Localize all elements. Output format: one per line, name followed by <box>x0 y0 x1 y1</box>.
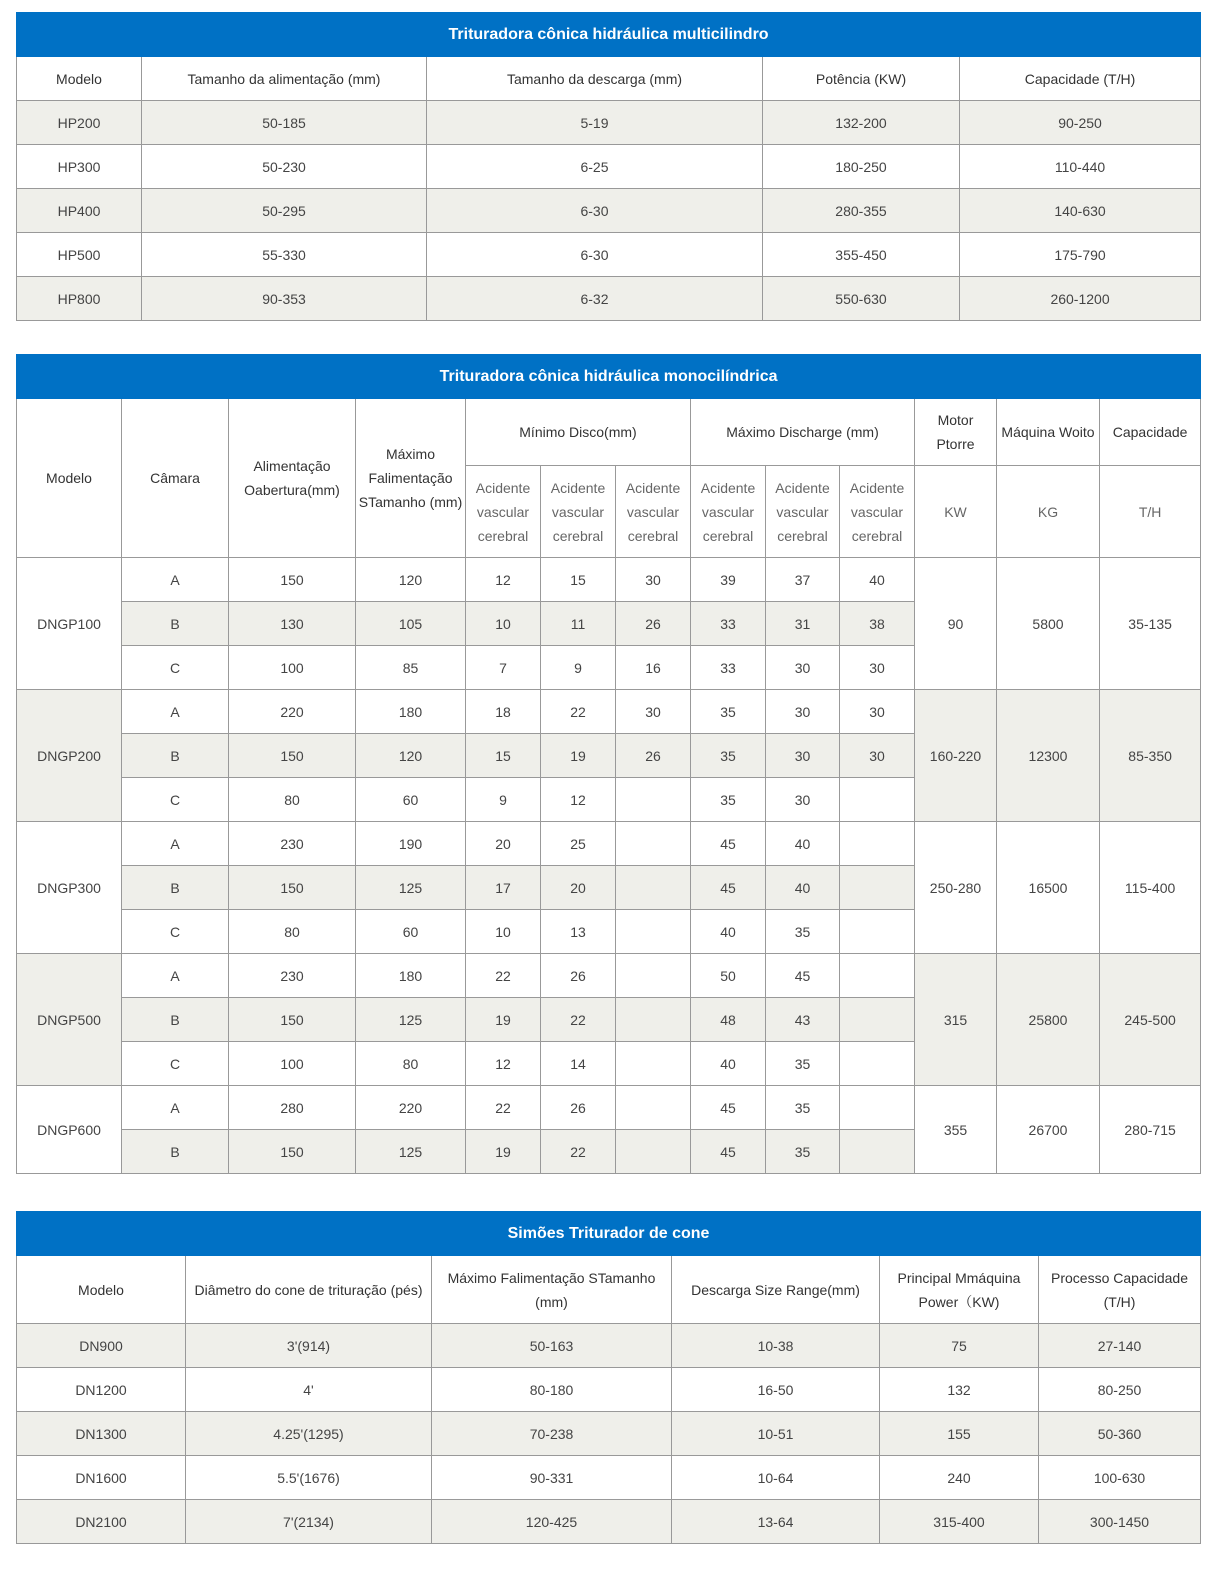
model-cell: DNGP500 <box>17 954 122 1086</box>
table-cell: 125 <box>356 866 466 910</box>
table-cell: 7'(2134) <box>186 1500 432 1544</box>
table-cell: C <box>122 646 229 690</box>
table-cell: 30 <box>766 734 840 778</box>
table-cell <box>840 954 915 998</box>
capacity-cell: 115-400 <box>1100 822 1201 954</box>
table-cell: 75 <box>880 1324 1039 1368</box>
table-cell: 60 <box>356 778 466 822</box>
table-row <box>17 558 1201 602</box>
table-cell: 40 <box>691 1042 766 1086</box>
table-cell: 180 <box>356 954 466 998</box>
table-cell <box>840 778 915 822</box>
table-cell: DN2100 <box>17 1500 186 1544</box>
table-cell: 22 <box>466 954 541 998</box>
table-cell <box>616 822 691 866</box>
header-cell-capacidade: Capacidade <box>1100 399 1201 466</box>
table-cell: HP500 <box>17 233 142 277</box>
table-cell: A <box>122 690 229 734</box>
table-cell: 100 <box>229 1042 356 1086</box>
subheader-cell: KW <box>915 466 997 558</box>
table-cell <box>616 998 691 1042</box>
table-cell: 13-64 <box>672 1500 880 1544</box>
header-cell: Descarga Size Range(mm) <box>672 1256 880 1324</box>
table-cell <box>616 1130 691 1174</box>
table-cell: 120-425 <box>432 1500 672 1544</box>
header-cell: Principal Mmáquina Power（KW) <box>880 1256 1039 1324</box>
table-row <box>17 1412 1201 1456</box>
table-cell: 315-400 <box>880 1500 1039 1544</box>
header-cell-maximo: Máximo Falimentação STamanho (mm) <box>356 399 466 558</box>
table-cell: HP400 <box>17 189 142 233</box>
table-cell: 4.25'(1295) <box>186 1412 432 1456</box>
table-cell: 180 <box>356 690 466 734</box>
header-cell: Capacidade (T/H) <box>960 57 1201 101</box>
table-cell <box>616 1042 691 1086</box>
table-cell: 155 <box>880 1412 1039 1456</box>
cone-crusher-spec-table <box>16 1211 1201 1544</box>
table-cell: 9 <box>466 778 541 822</box>
capacity-cell: 85-350 <box>1100 690 1201 822</box>
table-cell: 70-238 <box>432 1412 672 1456</box>
table-row <box>17 1500 1201 1544</box>
table-row <box>17 1368 1201 1412</box>
table-cell <box>840 998 915 1042</box>
table-cell: 260-1200 <box>960 277 1201 321</box>
table-cell: 550-630 <box>763 277 960 321</box>
table-cell: B <box>122 602 229 646</box>
table-cell <box>616 778 691 822</box>
table-cell: 50-163 <box>432 1324 672 1368</box>
table-cell: 6-30 <box>427 189 763 233</box>
table-cell: 120 <box>356 734 466 778</box>
table-row <box>17 822 1201 866</box>
table-cell: 18 <box>466 690 541 734</box>
table-cell: 30 <box>766 778 840 822</box>
table-cell: 90-331 <box>432 1456 672 1500</box>
subheader-cell: Acidente vascular cerebral <box>616 466 691 558</box>
table-cell: 100 <box>229 646 356 690</box>
table-cell: 22 <box>541 998 616 1042</box>
table-cell: DN900 <box>17 1324 186 1368</box>
table-cell: C <box>122 1042 229 1086</box>
table-cell: 22 <box>541 690 616 734</box>
table-cell: 45 <box>691 822 766 866</box>
table-cell: 20 <box>541 866 616 910</box>
table-cell: 140-630 <box>960 189 1201 233</box>
table-cell: 17 <box>466 866 541 910</box>
table-header-row <box>17 399 1201 466</box>
table-cell: 150 <box>229 734 356 778</box>
capacity-cell: 245-500 <box>1100 954 1201 1086</box>
table-cell: 6-30 <box>427 233 763 277</box>
table-cell: A <box>122 954 229 998</box>
table-row <box>17 189 1201 233</box>
table-cell: 45 <box>691 1130 766 1174</box>
table-cell: 13 <box>541 910 616 954</box>
table-cell: 150 <box>229 866 356 910</box>
table-cell <box>616 910 691 954</box>
subheader-cell: Acidente vascular cerebral <box>691 466 766 558</box>
table-cell: B <box>122 1130 229 1174</box>
subheader-cell: Acidente vascular cerebral <box>541 466 616 558</box>
table-cell <box>616 1086 691 1130</box>
motor-cell: 160-220 <box>915 690 997 822</box>
table-cell: 110-440 <box>960 145 1201 189</box>
monocylinder-spec-table <box>16 354 1201 1174</box>
table-header-row <box>17 1256 1201 1324</box>
table-cell: A <box>122 1086 229 1130</box>
header-cell: Tamanho da alimentação (mm) <box>142 57 427 101</box>
table-cell: 39 <box>691 558 766 602</box>
table-cell: 35 <box>766 1042 840 1086</box>
table-cell: 15 <box>541 558 616 602</box>
capacity-cell: 280-715 <box>1100 1086 1201 1174</box>
table-cell: 12 <box>466 1042 541 1086</box>
table-cell: B <box>122 734 229 778</box>
table-cell: 12 <box>541 778 616 822</box>
model-cell: DNGP100 <box>17 558 122 690</box>
motor-cell: 315 <box>915 954 997 1086</box>
header-cell: Diâmetro do cone de trituração (pés) <box>186 1256 432 1324</box>
table-cell: 15 <box>466 734 541 778</box>
table-cell: 50-185 <box>142 101 427 145</box>
table-cell: 50 <box>691 954 766 998</box>
table-cell: 25 <box>541 822 616 866</box>
header-cell: Modelo <box>17 1256 186 1324</box>
header-cell-modelo: Modelo <box>17 399 122 558</box>
table-cell: 4' <box>186 1368 432 1412</box>
table-cell: 40 <box>840 558 915 602</box>
table-cell: 27-140 <box>1039 1324 1201 1368</box>
table-cell <box>840 822 915 866</box>
table-cell: 35 <box>766 1086 840 1130</box>
weight-cell: 12300 <box>997 690 1100 822</box>
table-header-row <box>17 57 1201 101</box>
table-cell: 33 <box>691 602 766 646</box>
table-cell: 132-200 <box>763 101 960 145</box>
table-cell: 132 <box>880 1368 1039 1412</box>
table-cell: 9 <box>541 646 616 690</box>
table-cell: 35 <box>691 778 766 822</box>
table-cell: 20 <box>466 822 541 866</box>
table-cell: A <box>122 558 229 602</box>
table-cell: 80-250 <box>1039 1368 1201 1412</box>
model-cell: DNGP600 <box>17 1086 122 1174</box>
table-cell: 5.5'(1676) <box>186 1456 432 1500</box>
table-cell: 10-64 <box>672 1456 880 1500</box>
table-cell: 37 <box>766 558 840 602</box>
table-cell: 7 <box>466 646 541 690</box>
table-cell: 85 <box>356 646 466 690</box>
table-cell: 26 <box>616 602 691 646</box>
header-cell-maximo-discharge: Máximo Discharge (mm) <box>691 399 915 466</box>
table-cell: 125 <box>356 1130 466 1174</box>
table-cell: 180-250 <box>763 145 960 189</box>
table-cell: 16-50 <box>672 1368 880 1412</box>
table-row <box>17 277 1201 321</box>
table-cell: 230 <box>229 954 356 998</box>
table-cell: 35 <box>691 734 766 778</box>
table-cell: 220 <box>229 690 356 734</box>
table-cell: 190 <box>356 822 466 866</box>
table-cell: 80 <box>229 910 356 954</box>
table-row <box>17 145 1201 189</box>
table-cell: 280-355 <box>763 189 960 233</box>
table-cell: 120 <box>356 558 466 602</box>
table-row <box>17 690 1201 734</box>
table-cell: 175-790 <box>960 233 1201 277</box>
table-cell: 80 <box>356 1042 466 1086</box>
table-cell: 26 <box>616 734 691 778</box>
header-cell-alimentacao: Alimentação Oabertura(mm) <box>229 399 356 558</box>
table-cell: 105 <box>356 602 466 646</box>
weight-cell: 16500 <box>997 822 1100 954</box>
table-cell: 6-32 <box>427 277 763 321</box>
table-title: Simões Triturador de cone <box>17 1212 1201 1256</box>
table-cell: 55-330 <box>142 233 427 277</box>
table-cell: 30 <box>616 558 691 602</box>
table-cell: 10-38 <box>672 1324 880 1368</box>
table-cell: 43 <box>766 998 840 1042</box>
table-cell: 130 <box>229 602 356 646</box>
table-cell: 30 <box>840 734 915 778</box>
table-cell: 26 <box>541 1086 616 1130</box>
table-cell <box>840 910 915 954</box>
table-cell: 35 <box>766 910 840 954</box>
table-cell: 31 <box>766 602 840 646</box>
motor-cell: 250-280 <box>915 822 997 954</box>
table-cell: C <box>122 910 229 954</box>
table-cell: 150 <box>229 1130 356 1174</box>
table-cell: 355-450 <box>763 233 960 277</box>
table-cell: 300-1450 <box>1039 1500 1201 1544</box>
table-cell: 16 <box>616 646 691 690</box>
header-cell: Processo Capacidade (T/H) <box>1039 1256 1201 1324</box>
table-cell: 80-180 <box>432 1368 672 1412</box>
table-cell: 100-630 <box>1039 1456 1201 1500</box>
table-cell: 22 <box>466 1086 541 1130</box>
table-row <box>17 1086 1201 1130</box>
table-row <box>17 1456 1201 1500</box>
weight-cell: 5800 <box>997 558 1100 690</box>
header-cell: Tamanho da descarga (mm) <box>427 57 763 101</box>
table-cell: 6-25 <box>427 145 763 189</box>
multicylinder-spec-table <box>16 12 1201 321</box>
table-cell: 150 <box>229 558 356 602</box>
table-cell: 240 <box>880 1456 1039 1500</box>
table-cell: 50-295 <box>142 189 427 233</box>
table-cell: B <box>122 998 229 1042</box>
table-cell: 40 <box>766 866 840 910</box>
table-cell: 14 <box>541 1042 616 1086</box>
table-cell: 150 <box>229 998 356 1042</box>
header-cell-camara: Câmara <box>122 399 229 558</box>
table-cell <box>616 866 691 910</box>
header-cell-maquina: Máquina Woito <box>997 399 1100 466</box>
subheader-cell: Acidente vascular cerebral <box>466 466 541 558</box>
motor-cell: 90 <box>915 558 997 690</box>
table-cell: A <box>122 822 229 866</box>
model-cell: DNGP200 <box>17 690 122 822</box>
header-cell: Potência (KW) <box>763 57 960 101</box>
weight-cell: 26700 <box>997 1086 1100 1174</box>
table-cell <box>840 866 915 910</box>
table-cell: 19 <box>541 734 616 778</box>
table-cell: 26 <box>541 954 616 998</box>
table-cell: 19 <box>466 998 541 1042</box>
table-cell: 90-250 <box>960 101 1201 145</box>
table-cell: 12 <box>466 558 541 602</box>
table-cell: 40 <box>766 822 840 866</box>
table-cell <box>840 1130 915 1174</box>
weight-cell: 25800 <box>997 954 1100 1086</box>
table-cell: 45 <box>691 1086 766 1130</box>
subheader-cell: KG <box>997 466 1100 558</box>
table-cell: 280 <box>229 1086 356 1130</box>
table-cell: 30 <box>840 690 915 734</box>
table-row <box>17 233 1201 277</box>
table-cell: 5-19 <box>427 101 763 145</box>
header-cell: Máximo Falimentação STamanho (mm) <box>432 1256 672 1324</box>
table-title: Trituradora cônica hidráulica multicilindro <box>17 13 1201 57</box>
table-row <box>17 954 1201 998</box>
table-row <box>17 1324 1201 1368</box>
table-cell: 10 <box>466 910 541 954</box>
table-cell: 38 <box>840 602 915 646</box>
table-cell: 48 <box>691 998 766 1042</box>
table-cell: 30 <box>766 646 840 690</box>
table-title: Trituradora cônica hidráulica monocilíndrica <box>17 355 1201 399</box>
table-cell: HP200 <box>17 101 142 145</box>
table-cell: DN1300 <box>17 1412 186 1456</box>
table-cell: B <box>122 866 229 910</box>
header-cell-motor: Motor Ptorre <box>915 399 997 466</box>
table-cell: 50-360 <box>1039 1412 1201 1456</box>
table-cell: 30 <box>616 690 691 734</box>
table-cell: 35 <box>691 690 766 734</box>
table-cell: 45 <box>691 866 766 910</box>
table-cell: 19 <box>466 1130 541 1174</box>
table-cell: 60 <box>356 910 466 954</box>
table-cell: 10-51 <box>672 1412 880 1456</box>
table-cell: 50-230 <box>142 145 427 189</box>
table-cell: 40 <box>691 910 766 954</box>
table-cell: 22 <box>541 1130 616 1174</box>
table-cell: DN1600 <box>17 1456 186 1500</box>
header-cell-minimo-disco: Mínimo Disco(mm) <box>466 399 691 466</box>
table-cell: HP800 <box>17 277 142 321</box>
subheader-cell: Acidente vascular cerebral <box>840 466 915 558</box>
table-cell: HP300 <box>17 145 142 189</box>
table-cell: 230 <box>229 822 356 866</box>
table-cell: 30 <box>840 646 915 690</box>
table-cell: 45 <box>766 954 840 998</box>
table-cell: 220 <box>356 1086 466 1130</box>
table-cell: C <box>122 778 229 822</box>
table-cell: 90-353 <box>142 277 427 321</box>
table-cell <box>840 1042 915 1086</box>
table-cell: 10 <box>466 602 541 646</box>
table-cell: 30 <box>766 690 840 734</box>
model-cell: DNGP300 <box>17 822 122 954</box>
table-cell <box>616 954 691 998</box>
table-cell: 11 <box>541 602 616 646</box>
motor-cell: 355 <box>915 1086 997 1174</box>
table-cell: 125 <box>356 998 466 1042</box>
subheader-cell: Acidente vascular cerebral <box>766 466 840 558</box>
table-cell: 33 <box>691 646 766 690</box>
subheader-cell: T/H <box>1100 466 1201 558</box>
table-row <box>17 101 1201 145</box>
capacity-cell: 35-135 <box>1100 558 1201 690</box>
header-cell: Modelo <box>17 57 142 101</box>
table-cell: DN1200 <box>17 1368 186 1412</box>
table-cell: 80 <box>229 778 356 822</box>
table-cell: 3'(914) <box>186 1324 432 1368</box>
table-cell: 35 <box>766 1130 840 1174</box>
table-cell <box>840 1086 915 1130</box>
